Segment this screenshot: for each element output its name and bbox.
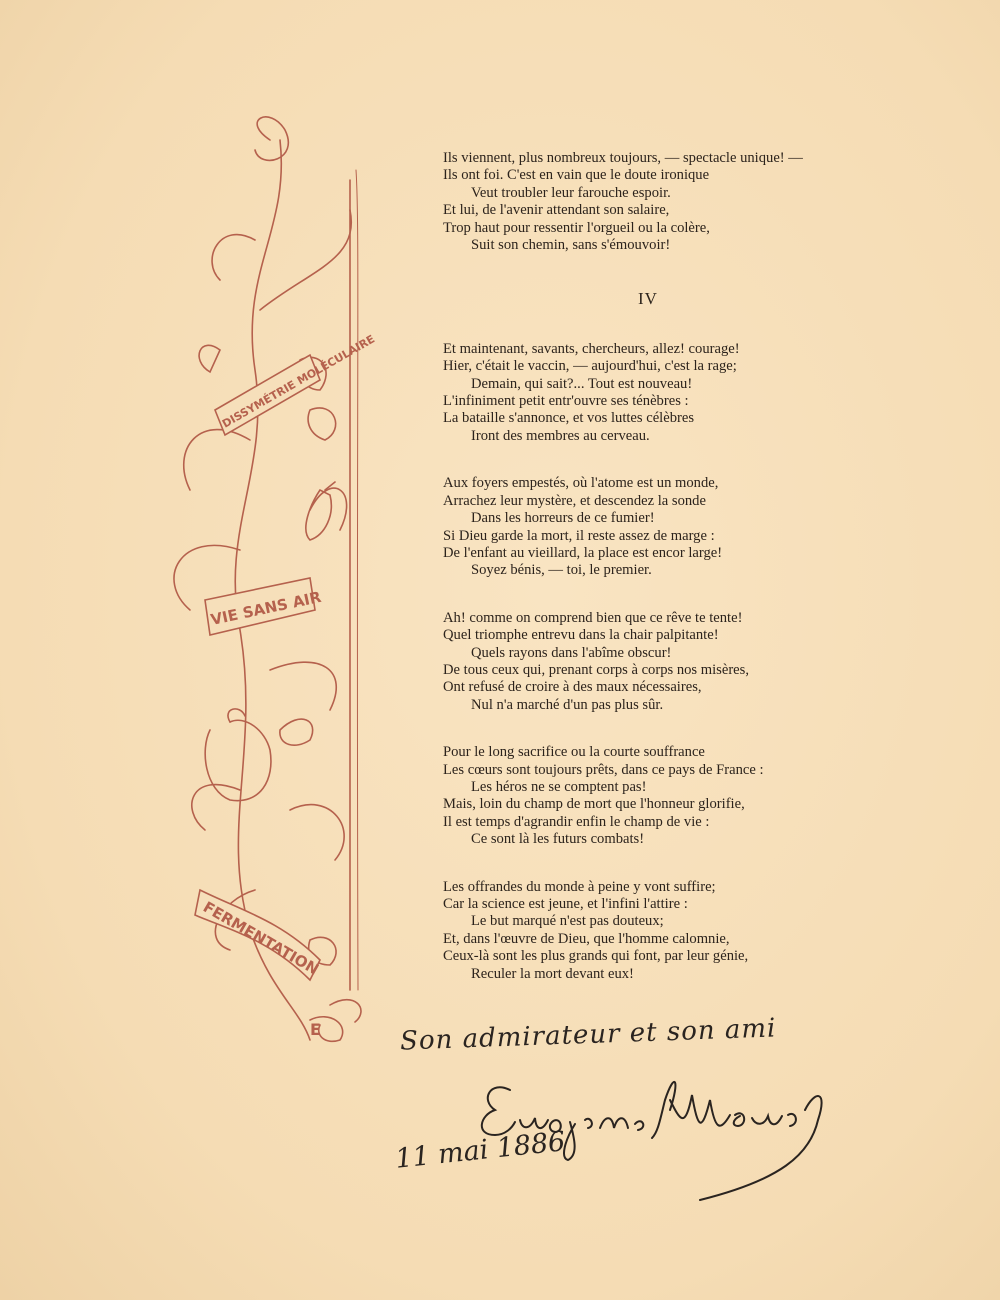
poem-line: Quels rayons dans l'abîme obscur! <box>471 644 672 661</box>
poem-line: Quel triomphe entrevu dans la chair palpitante! <box>443 627 719 644</box>
poem-line: De tous ceux qui, prenant corps à corps nos misères, <box>443 661 749 678</box>
poem-line: Et maintenant, savants, chercheurs, allez! courage! <box>443 340 740 357</box>
stanza <box>443 610 963 714</box>
poem-line: Les cœurs sont toujours prêts, dans ce pays de France : <box>443 761 764 778</box>
poem-line: Suit son chemin, sans s'émouvoir! <box>471 237 671 254</box>
poem-line: Mais, loin du champ de mort que l'honneur glorifie, <box>443 796 745 813</box>
poem-line: Les héros ne se comptent pas! <box>471 778 647 795</box>
stanza <box>443 879 963 983</box>
poem-line: Car la science est jeune, et l'infini l'attire : <box>443 896 688 912</box>
poem-line: Ils viennent, plus nombreux toujours, — spectacle unique! — <box>443 150 803 166</box>
stanza <box>443 341 963 445</box>
stanza <box>443 744 963 848</box>
handwritten-date: 11 mai 1886 <box>393 1126 567 1175</box>
poem-line: Aux foyers empestés, où l'atome est un monde, <box>443 475 719 492</box>
poem-line: De l'enfant au vieillard, la place est encor large! <box>443 544 723 561</box>
stanzas-bottom <box>443 341 963 983</box>
poem-line: Trop haut pour ressentir l'orgueil ou la colère, <box>443 219 710 236</box>
poem-line: Et, dans l'œuvre de Dieu, que l'homme calomnie, <box>443 930 730 947</box>
poem-line: Ont refusé de croire à des maux nécessaires, <box>443 679 702 696</box>
banner-dissymetrie: DISSYMÉTRIE MOLÉCULAIRE <box>220 332 378 431</box>
poem-line: Hier, c'était le vaccin, — aujourd'hui, c'est la rage; <box>443 358 737 375</box>
poem-line: Iront des membres au cerveau. <box>471 427 650 444</box>
banner-fermentation: FERMENTATION <box>200 897 322 979</box>
handwritten-dedication: Son admirateur et son ami <box>399 1013 777 1057</box>
poem-line: Ah! comme on comprend bien que ce rêve te tente! <box>443 609 743 626</box>
poem-line: La bataille s'annonce, et vos luttes célèbres <box>443 410 695 427</box>
botanical-ornament <box>160 110 380 1050</box>
poem-line: Pour le long sacrifice ou la courte souffrance <box>443 744 705 761</box>
poem-line: L'infiniment petit entr'ouvre ses ténèbres : <box>443 393 689 410</box>
poem-line: Arrachez leur mystère, et descendez la sonde <box>443 492 706 509</box>
poem-line: Dans les horreurs de ce fumier! <box>471 510 655 527</box>
poem-line: Et lui, de l'avenir attendant son salaire, <box>443 202 670 219</box>
stanza <box>443 475 963 579</box>
poem-line: Reculer la mort devant eux! <box>471 965 634 982</box>
poem-line: Demain, qui sait?... Tout est nouveau! <box>471 375 693 392</box>
banner-vie-sans-air: VIE SANS AIR <box>209 587 323 629</box>
section-numeral: IV <box>638 289 658 309</box>
stanzas-top <box>443 150 963 254</box>
signature <box>380 1060 860 1210</box>
poem <box>443 150 963 1013</box>
poem-line: Nul n'a marché d'un pas plus sûr. <box>471 696 664 713</box>
stanza <box>443 150 963 254</box>
poem-line: Le but marqué n'est pas douteux; <box>471 913 664 930</box>
poem-line: Veut troubler leur farouche espoir. <box>471 184 671 201</box>
poem-line: Si Dieu garde la mort, il reste assez de marge : <box>443 527 715 544</box>
poem-line: Il est temps d'agrandir enfin le champ de vie : <box>443 813 710 830</box>
poem-line: Les offrandes du monde à peine y vont suffire; <box>443 878 716 895</box>
poem-line: Ceux-là sont les plus grands qui font, par leur génie, <box>443 948 749 965</box>
poem-line: Ce sont là les futurs combats! <box>471 831 645 848</box>
poem-line: Soyez bénis, — toi, le premier. <box>471 562 652 579</box>
monogram: E <box>310 1020 321 1039</box>
poem-line: Ils ont foi. C'est en vain que le doute ironique <box>443 167 710 184</box>
